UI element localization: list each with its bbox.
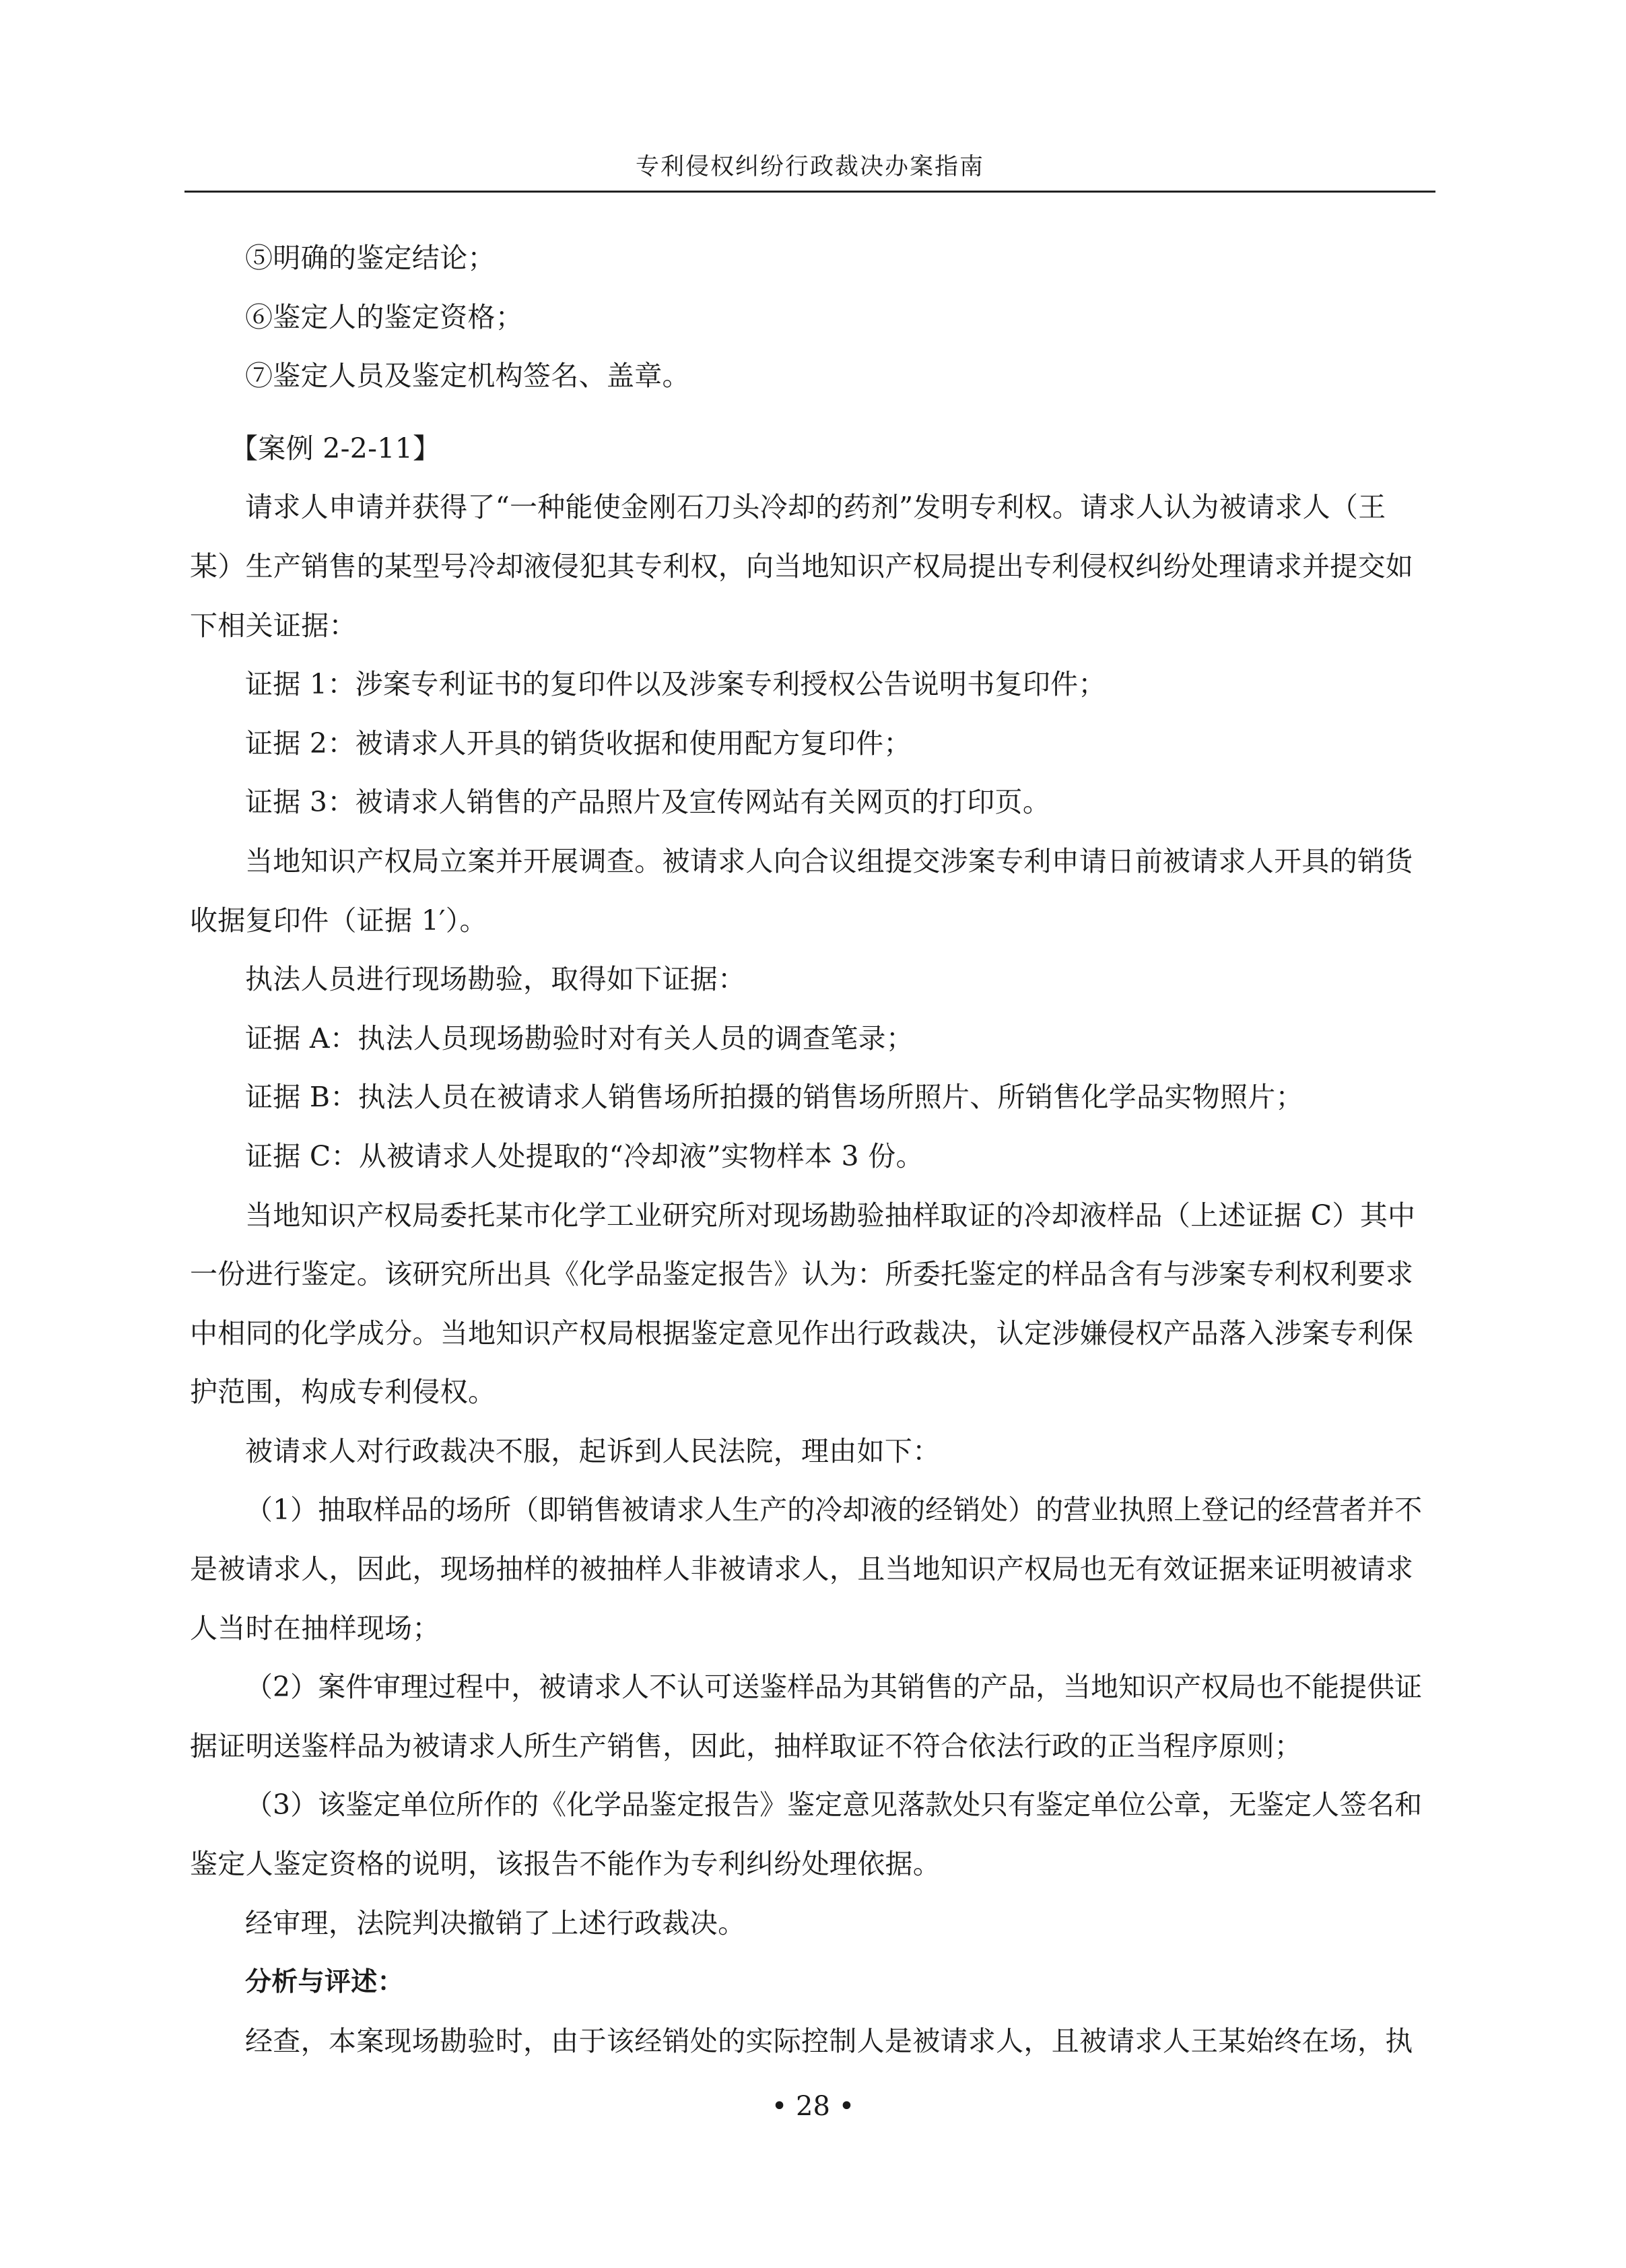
evidence-item: 证据 2：被请求人开具的销货收据和使用配方复印件；: [245, 727, 912, 760]
analysis-heading: 分析与评述：: [245, 1966, 404, 1998]
paragraph-line: 鉴定人鉴定资格的说明，该报告不能作为专利纠纷处理依据。: [190, 1848, 941, 1881]
paragraph-line: 执法人员进行现场勘验，取得如下证据：: [245, 963, 746, 996]
case-title: 【案例 2-2-11】: [230, 432, 441, 465]
evidence-item: 证据 A：执法人员现场勘验时对有关人员的调查笔录；: [245, 1022, 914, 1055]
paragraph-line: 收据复印件（证据 1′）。: [190, 904, 487, 937]
evidence-item: 证据 3：被请求人销售的产品照片及宣传网站有关网页的打印页。: [245, 786, 1051, 819]
paragraph-line: 被请求人对行政裁决不服，起诉到人民法院，理由如下：: [245, 1434, 941, 1467]
paragraph-line: 经审理，法院判决撤销了上述行政裁决。: [245, 1906, 746, 1939]
paragraph-line: 当地知识产权局立案并开展调查。被请求人向合议组提交涉案专利申请日前被请求人开具的销货: [245, 844, 1413, 877]
paragraph-line: 人当时在抽样现场；: [190, 1611, 440, 1644]
evidence-item: 证据 1：涉案专利证书的复印件以及涉案专利授权公告说明书复印件；: [245, 668, 1106, 701]
paragraph-line: 某）生产销售的某型号冷却液侵犯其专利权，向当地知识产权局提出专利侵权纠纷处理请求并提交如: [190, 549, 1414, 582]
paragraph-line: 护范围，构成专利侵权。: [190, 1376, 496, 1409]
list-item: ⑥鉴定人的鉴定资格；: [245, 300, 523, 333]
reason-item: （1）抽取样品的场所（即销售被请求人生产的冷却液的经销处）的营业执照上登记的经营者并不: [245, 1494, 1423, 1527]
evidence-item: 证据 B：执法人员在被请求人销售场所拍摄的销售场所照片、所销售化学品实物照片；: [245, 1081, 1303, 1114]
paragraph-line: 据证明送鉴样品为被请求人所生产销售，因此，抽样取证不符合依法行政的正当程序原则；: [190, 1729, 1302, 1762]
paragraph-line: 请求人申请并获得了“一种能使金刚石刀头冷却的药剂”发明专利权。请求人认为被请求人（王: [245, 491, 1386, 524]
paragraph-line: 下相关证据：: [190, 609, 357, 642]
paragraph-line: 经查，本案现场勘验时，由于该经销处的实际控制人是被请求人，且被请求人王某始终在场，执: [245, 2024, 1413, 2057]
running-header: 专利侵权纠纷行政裁决办案指南: [184, 149, 1435, 193]
reason-item: （3）该鉴定单位所作的《化学品鉴定报告》鉴定意见落款处只有鉴定单位公章，无鉴定人签名和: [245, 1789, 1423, 1822]
evidence-item: 证据 C：从被请求人处提取的“冷却液”实物样本 3 份。: [245, 1139, 924, 1172]
paragraph-line: 中相同的化学成分。当地知识产权局根据鉴定意见作出行政裁决，认定涉嫌侵权产品落入涉案专利保: [190, 1316, 1414, 1349]
list-item: ⑦鉴定人员及鉴定机构签名、盖章。: [245, 360, 690, 393]
reason-item: （2）案件审理过程中，被请求人不认可送鉴样品为其销售的产品，当地知识产权局也不能提供证: [245, 1671, 1423, 1704]
paragraph-line: 是被请求人，因此，现场抽样的被抽样人非被请求人，且当地知识产权局也无有效证据来证明被请求: [190, 1553, 1414, 1586]
page-body: [190, 229, 1434, 2071]
paragraph-line: 一份进行鉴定。该研究所出具《化学品鉴定报告》认为：所委托鉴定的样品含有与涉案专利权利要求: [190, 1258, 1414, 1291]
list-item: ⑤明确的鉴定结论；: [245, 242, 496, 274]
page-number: • 28 •: [771, 2091, 855, 2122]
paragraph-line: 当地知识产权局委托某市化学工业研究所对现场勘验抽样取证的冷却液样品（上述证据 C）其中: [245, 1199, 1416, 1232]
